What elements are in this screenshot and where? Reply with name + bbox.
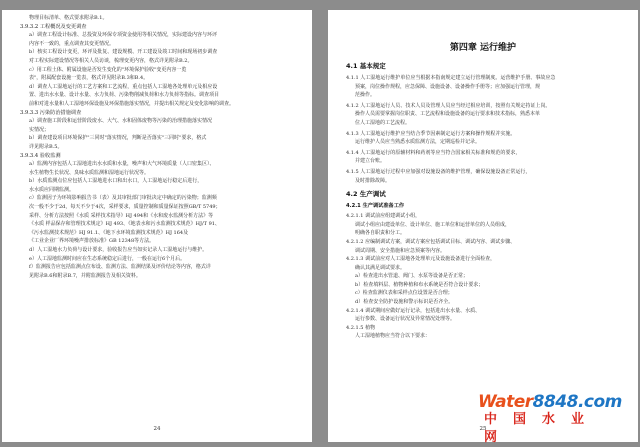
text-line: 明确各自职责和分工。: [355, 230, 406, 237]
text-line: 4.1.5 人工湿地运行过程中应加强对设施设备的维护管理，确保设施设备正常运行，: [346, 168, 531, 175]
text-line: 3.9.3.2 工程概况及变更调查: [20, 23, 87, 30]
page-24: [2, 10, 312, 442]
text-line: b）核实工程设计变更，环评及批复、建设规模、开工建设及竣工时间和现场初步调查: [29, 49, 218, 56]
text-line: 运行参数、设备运行状况及异常情况处理等。: [355, 316, 456, 323]
text-line: c）检查监测仪表和采样点位设置是否合理；: [355, 290, 453, 297]
text-line: 《工业企业厂界环境噪声排放标准》GB 12348等方法。: [29, 238, 155, 245]
text-line: e）人工湿地监测时间应在生态系统稳定后进行，一般在运行6个月后。: [29, 255, 186, 262]
text-line: 物理目标清单、格式要求附录B.1。: [29, 15, 108, 21]
page-25: [328, 10, 638, 442]
text-line: 水生植物生长状况、臭味水质监测和湿地运行状况等。: [29, 169, 150, 176]
paragraph: [346, 102, 620, 128]
text-line: 调试周期、安全措施和应急预案等内容。: [355, 247, 446, 254]
text-line: 及时排除故障。: [355, 177, 391, 184]
text-line: 水水质应同期监测。: [29, 186, 75, 193]
text-line: 置、进出水水量、设计水量、水力负荷、污染物削减负荷和水力负荷等指标。调查项目: [29, 92, 220, 99]
text-line: 4.2.1.3 调试前应对人工湿地各处理单元及设施设备进行全面检查，: [346, 256, 496, 263]
text-line: 内容不一致的，重点调查其变更情况。: [29, 40, 115, 47]
text-line: 见附录B.6和附录B.7，并附监测报告及相关资料。: [29, 272, 141, 279]
text-line: a）监测内容包括人工湿地进出水水质和水量，噪声和大气环境质量（人口密集区）、: [29, 161, 215, 168]
text-line: 4.2.1.1 调试前应组建调试小组，: [346, 213, 421, 220]
watermark-wordmark: [478, 393, 628, 411]
text-line: 并建立台账。: [355, 158, 386, 165]
watermark-chinese-text: 中国水业网: [484, 412, 601, 445]
section-4-2-body: [346, 212, 620, 341]
text-line: 运行维护人员应当熟悉水质监测方法，定期巡检并记录。: [355, 139, 481, 146]
text-line: c）用工程土体、附属设施是否发生变化的"环境保护验收"变更内容一览: [29, 66, 187, 73]
text-line: 操作人员需要掌握岗位职责、工艺流程和设施设备的运行要求和技术指标，熟悉本单: [355, 111, 541, 118]
text-line: 4.1.3 人工湿地运行维护应当结合季节因素制定运行方案和操作规程并实施。: [346, 130, 516, 137]
text-line: 4.1.4 人工湿地运行的原辅材料和药剂等应当符合国家相关标准和规范的要求，: [346, 149, 521, 156]
text-line: b）调查建设项目环境保护"三同时"落实情况，判断是否落实"三同时"要求，格式: [29, 135, 207, 142]
text-line: 4.1.2 人工湿地运行人员、技术人员及管理人员应当经过相应培训，按照有关规定持证上岗。: [346, 102, 551, 109]
text-line: f）监测报告应包括监测点位布设、监测方法、监测结果及评价结论等内容，格式详: [29, 264, 211, 271]
text-line: 《水质 样品保存和管理技术规定》HJ 493、《地表水和污水监测技术规范》HJ/T 91、: [29, 221, 220, 228]
paragraph: [346, 149, 620, 166]
text-line: d）检查安全防护设施和警示标识是否齐全。: [355, 299, 454, 306]
text-line: 采样、分析方法按照《水质 采样技术指导》HJ 494和《水和废水监测分析方法》等: [29, 212, 214, 219]
text-line: a）调查施工阶段和运营阶段废水、大气、水和固体废物等污染的治理措施落实情况: [29, 118, 212, 125]
left-page-body: [20, 14, 294, 280]
text-line: 详见附录B.5。: [29, 143, 63, 150]
text-line: 4.2.1.2 应编制调试方案，调试方案应包括调试目标、调试内容、调试步骤、: [346, 238, 516, 245]
text-line: d）人工湿地水力负荷与设计要求，验收报告应当如实记录人工湿地运行与维护。: [29, 247, 208, 254]
text-line: 4.1.1 人工湿地运行维护单位应当根据本指南规定建立运行管理制度。运营维护手册、事故应急: [346, 75, 556, 81]
text-line: b）检查填料层、植物种植和布水系统是否符合设计要求；: [355, 281, 484, 288]
paragraph: [346, 168, 620, 185]
text-line: 3.9.3.4 验收监测: [20, 152, 61, 159]
paragraph: [346, 74, 620, 100]
text-line: a）调查工程设计标准、总投资及环保专项资金使用等相关情况，实际建设内容与环评: [29, 32, 217, 39]
chapter-title: 第四章 运行维护: [449, 43, 517, 53]
watermark-number-text: 8848: [532, 392, 578, 412]
text-line: 4.2.1.4 调试期间应做好运行记录，包括进出水水量、水质、: [346, 307, 481, 314]
text-line: 调试小组应由建设单位、设计单位、施工单位和运营单位的人员组成，: [355, 221, 511, 228]
text-line: 确认其满足调试要求。: [355, 264, 406, 271]
watermark-domain-text: .com: [577, 392, 622, 412]
text-line: c）监测因子为环境影响报告书（表）及其审批部门审批决定中确定的污染物；监测频: [29, 195, 217, 202]
text-line: 位人工湿地的工艺流程。: [355, 119, 411, 126]
text-line: b）水质监测点位应包括人工湿地进水口和出水口，人工湿地运行稳定后进行，: [29, 178, 203, 185]
text-line: 次一般不少于2d，每天不少于4次，采样要求，质量控制和质量保证按照GB/T 5749；: [29, 204, 221, 211]
text-line: 《污水监测技术规范》HJ 91.1、《地下水环境监测技术规范》HJ 164及: [29, 229, 189, 236]
text-line: 表"，附属配套设施一览表，格式详见附录B.3和B.4。: [29, 75, 149, 82]
text-line: 范操作。: [355, 92, 376, 99]
text-line: 3.9.3.3 污染防治措施调查: [20, 109, 82, 116]
page-number-left: 24: [153, 426, 161, 432]
text-line: a）检查进出水管道、阀门、水泵等设备是否正常；: [355, 273, 468, 280]
section-4-1-body: [346, 74, 620, 185]
text-line: 人工湿地植物应当符合以下要求：: [355, 333, 431, 340]
text-line: 实情况；: [29, 126, 50, 133]
text-line: d）调查人工湿地运行的工艺方案和工艺流程，重点包括人工湿地各处理单元及相应设: [29, 83, 218, 90]
site-watermark-logo: [478, 392, 628, 445]
watermark-water-text: Water: [478, 392, 533, 412]
text-line: 预案，岗位操作规程，应急保障、设施设备、设备操作手册等；应加强运行管理，规: [355, 83, 541, 90]
paragraph: [346, 130, 620, 147]
text-line: 对工程实际建设情况等相关人员访谈，梳理变更内容，格式详见附录B.2。: [29, 57, 193, 64]
section-title-4-1: 4.1 基本规定: [346, 62, 386, 70]
section-title-4-2: 4.2 生产调试: [346, 190, 386, 199]
page-number-right: 25: [479, 426, 487, 432]
text-line: 4.2.1.5 植物: [346, 324, 376, 331]
text-line: 前和对进水量和人工湿地环保设施及环保措施落实情况，并提出相关规定及变化影响的调查。: [29, 100, 235, 107]
subsection-title-4-2-1: 4.2.1 生产调试准备工作: [346, 203, 405, 210]
